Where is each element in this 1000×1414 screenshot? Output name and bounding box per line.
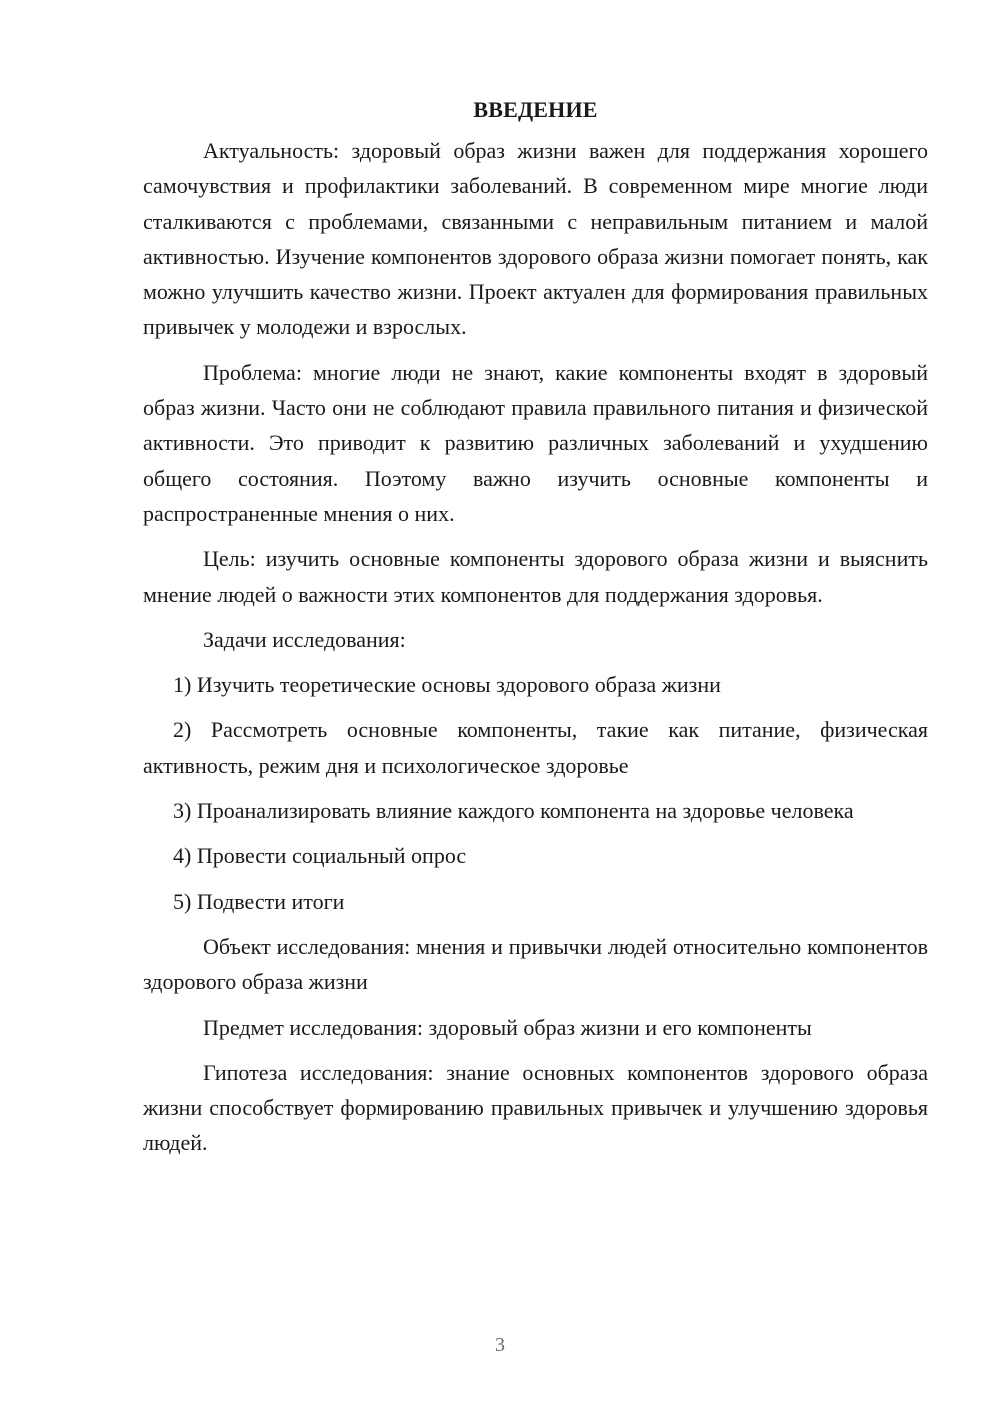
hypothesis-paragraph: Гипотеза исследования: знание основных компонентов здорового образа жизни способствует формированию правильных привычек и улучшению здоровья людей. — [143, 1059, 928, 1156]
tasks-heading: Задачи исследования: — [203, 626, 406, 652]
document-page — [143, 96, 928, 1171]
relevance-paragraph: Актуальность: здоровый образ жизни важен для поддержания хорошего самочувствия и профилактики заболеваний. В современном мире многие люди сталкиваются с проблемами, связанными с неправильным питанием и малой активностью. Изучение компонентов здорового образа жизни помогает понять, как можно улучшить качество жизни. Проект актуален для формирования правильных привычек у молодежи и взрослых. — [143, 138, 928, 340]
task-item: 4) Провести социальный опрос — [173, 843, 467, 869]
section-heading: ВВЕДЕНИЕ — [473, 97, 598, 122]
object-paragraph: Объект исследования: мнения и привычки людей относительно компонентов здорового образа жизни — [143, 933, 928, 995]
task-item: 2) Рассмотреть основные компоненты, такие как питание, физическая активность, режим дня и психологическое здоровье — [143, 717, 928, 778]
subject-paragraph: Предмет исследования: здоровый образ жизни и его компоненты — [203, 1014, 812, 1040]
task-item: 3) Проанализировать влияние каждого компонента на здоровье человека — [173, 798, 854, 824]
page-number: 3 — [495, 1334, 505, 1356]
goal-paragraph: Цель: изучить основные компоненты здорового образа жизни и выяснить мнение людей о важности этих компонентов для поддержания здоровья. — [143, 546, 928, 607]
task-item: 1) Изучить теоретические основы здорового образа жизни — [173, 672, 721, 698]
problem-paragraph: Проблема: многие люди не знают, какие компоненты входят в здоровый образ жизни. Часто они не соблюдают правила правильного питания и физической активности. Это приводит к развитию различных заболеваний и ухудшению общего состояния. Поэтому важно изучить основные компоненты и распространенные мнения о них. — [143, 359, 928, 526]
task-item: 5) Подвести итоги — [173, 888, 345, 914]
